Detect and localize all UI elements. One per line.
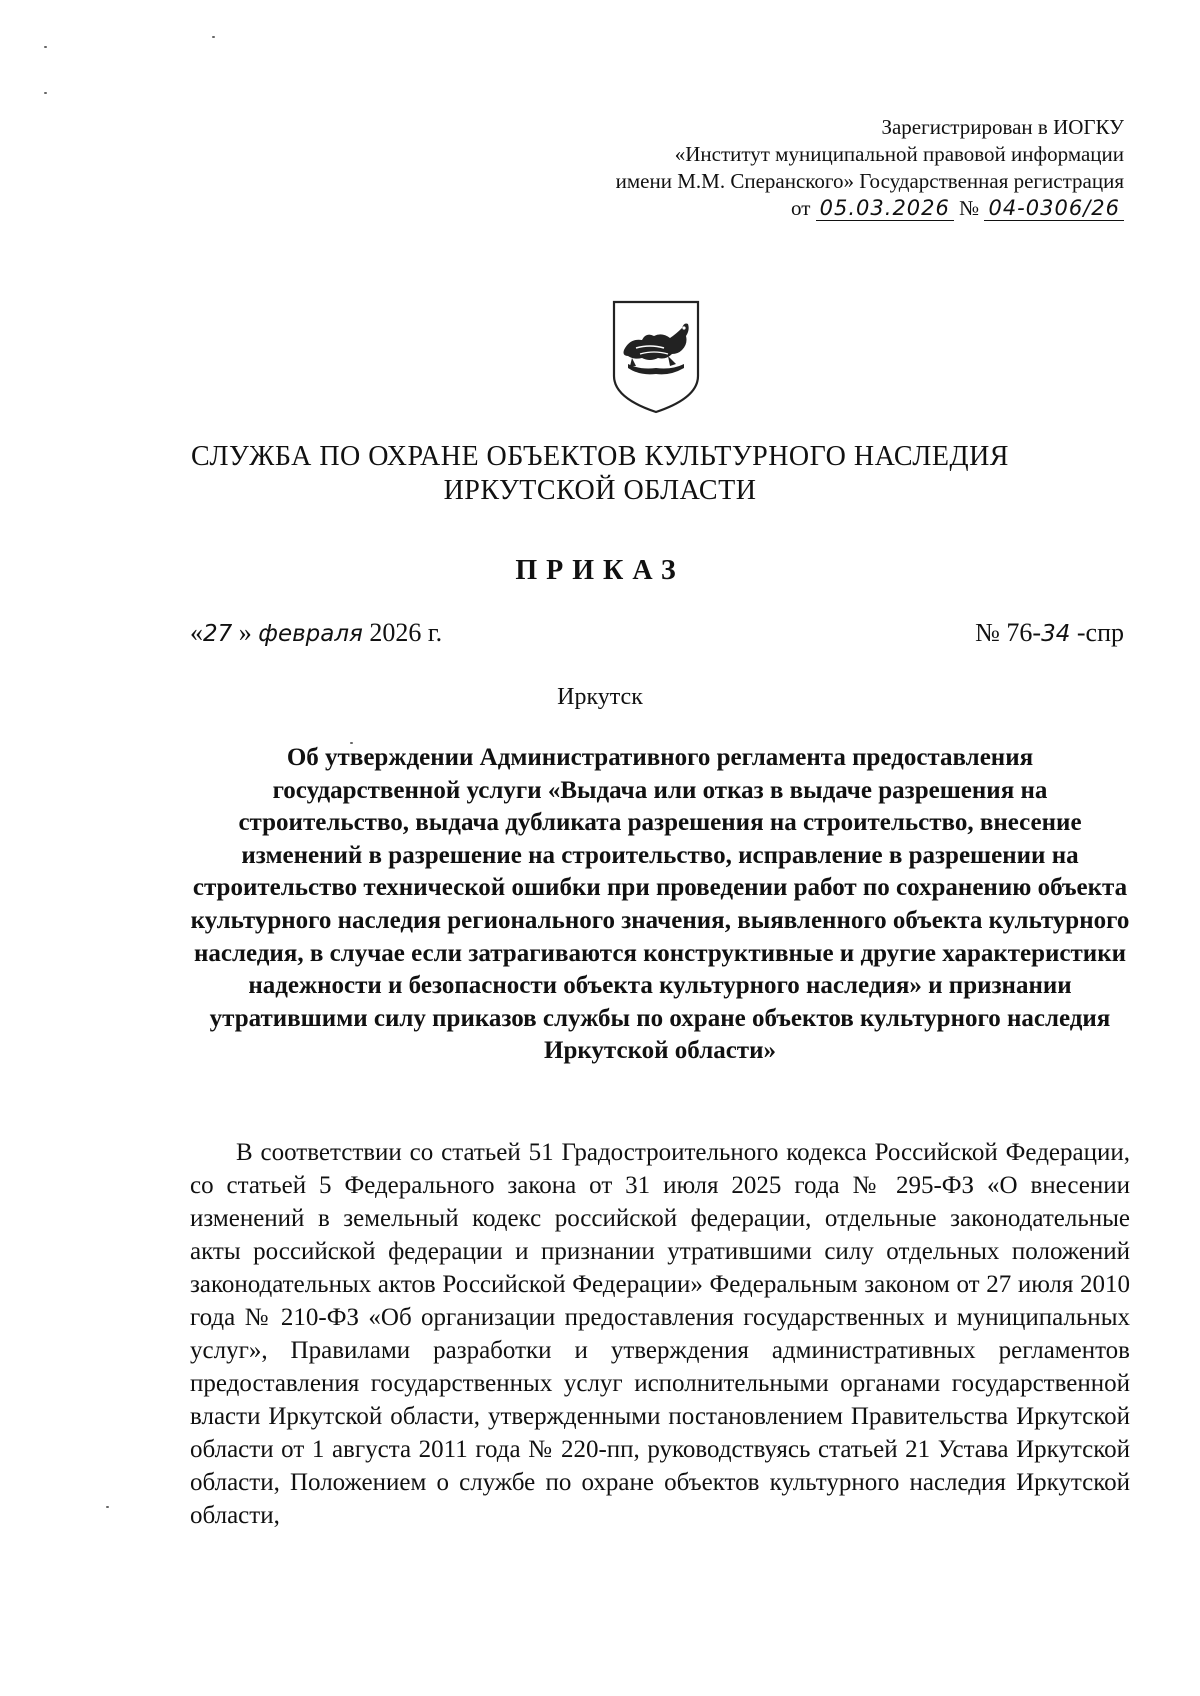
irkutsk-coat-of-arms-icon [610,298,702,416]
agency-name-line-2: ИРКУТСКОЙ ОБЛАСТИ [443,475,757,506]
order-number-prefix: № 76- [975,618,1042,647]
order-date [190,618,442,648]
order-subject: Об утверждении Административного регламента предоставления государственной услуги «Выдача или отказ в выдаче разрешения на строительство, выдача дубликата разрешения на строительство, внесение изменений в разрешение на строительство, исправление в разрешении на строительство технической ошибки при проведении работ по сохранению объекта культурного наследия регионального значения, выявленного объекта культурного наследия, в случае если затрагиваются конструктивные и другие характеристики надежности и безопасности объекта культурного наследия» и признании утратившими силу приказов службы по охране объектов культурного наследия Иркутской области» [190,744,1130,1065]
date-close-quote: » [238,618,252,647]
date-day: 27 [203,621,233,647]
scan-speck [106,1506,109,1508]
date-open-quote: « [190,618,203,647]
order-number-handwritten: 34 [1041,621,1071,647]
registration-date-line [504,195,1124,222]
registration-line-3: имени М.М. Сперанского» Государственная регистрация [615,169,1124,193]
agency-name-line-1: СЛУЖБА ПО ОХРАНЕ ОБЪЕКТОВ КУЛЬТУРНОГО НАСЛЕДИЯ [191,441,1009,472]
date-month: февраля [258,621,363,647]
agency-name [0,440,1200,508]
order-number [975,618,1124,648]
scan-speck [212,36,215,38]
city: Иркутск [557,684,643,710]
registration-number-value: 04-0306/26 [984,196,1124,221]
registration-date-prefix: от [791,196,811,220]
registration-number-label: № [959,196,980,220]
body-paragraph: В соответствии со статьей 51 Градостроительного кодекса Российской Федерации, со статьей 5 Федерального закона от 31 июля 2025 года № 295-ФЗ «О внесении изменений в земельный кодекс российской федерации, отдельные законодательные акты российской федерации и признании утратившими силу отдельных положений законодательных актов Российской Федерации» Федеральным законом от 27 июля 2010 года № 210-ФЗ «Об организации предоставления государственных и муниципальных услуг», Правилами разработки и утверждения административных регламентов предоставления государственных услуг исполнительными органами государственной власти Иркутской области, утвержденными постановлением Правительства Иркутской области от 1 августа 2011 года № 220-пп, руководствуясь статьей 21 Устава Иркутской области, Положением о службе по охране объектов культурного наследия Иркутской области, [190,1139,1130,1529]
registration-line-2: «Институт муниципальной правовой информации [674,142,1124,166]
registration-line-1: Зарегистрирован в ИОГКУ [881,115,1124,139]
scan-speck [44,46,47,48]
registration-stamp [504,114,1124,222]
date-year: 2026 г. [369,618,443,647]
order-number-suffix: -спр [1076,618,1124,647]
registration-date-value: 05.03.2026 [816,196,954,221]
scan-speck [44,92,47,94]
order-title: ПРИКАЗ [515,555,685,586]
